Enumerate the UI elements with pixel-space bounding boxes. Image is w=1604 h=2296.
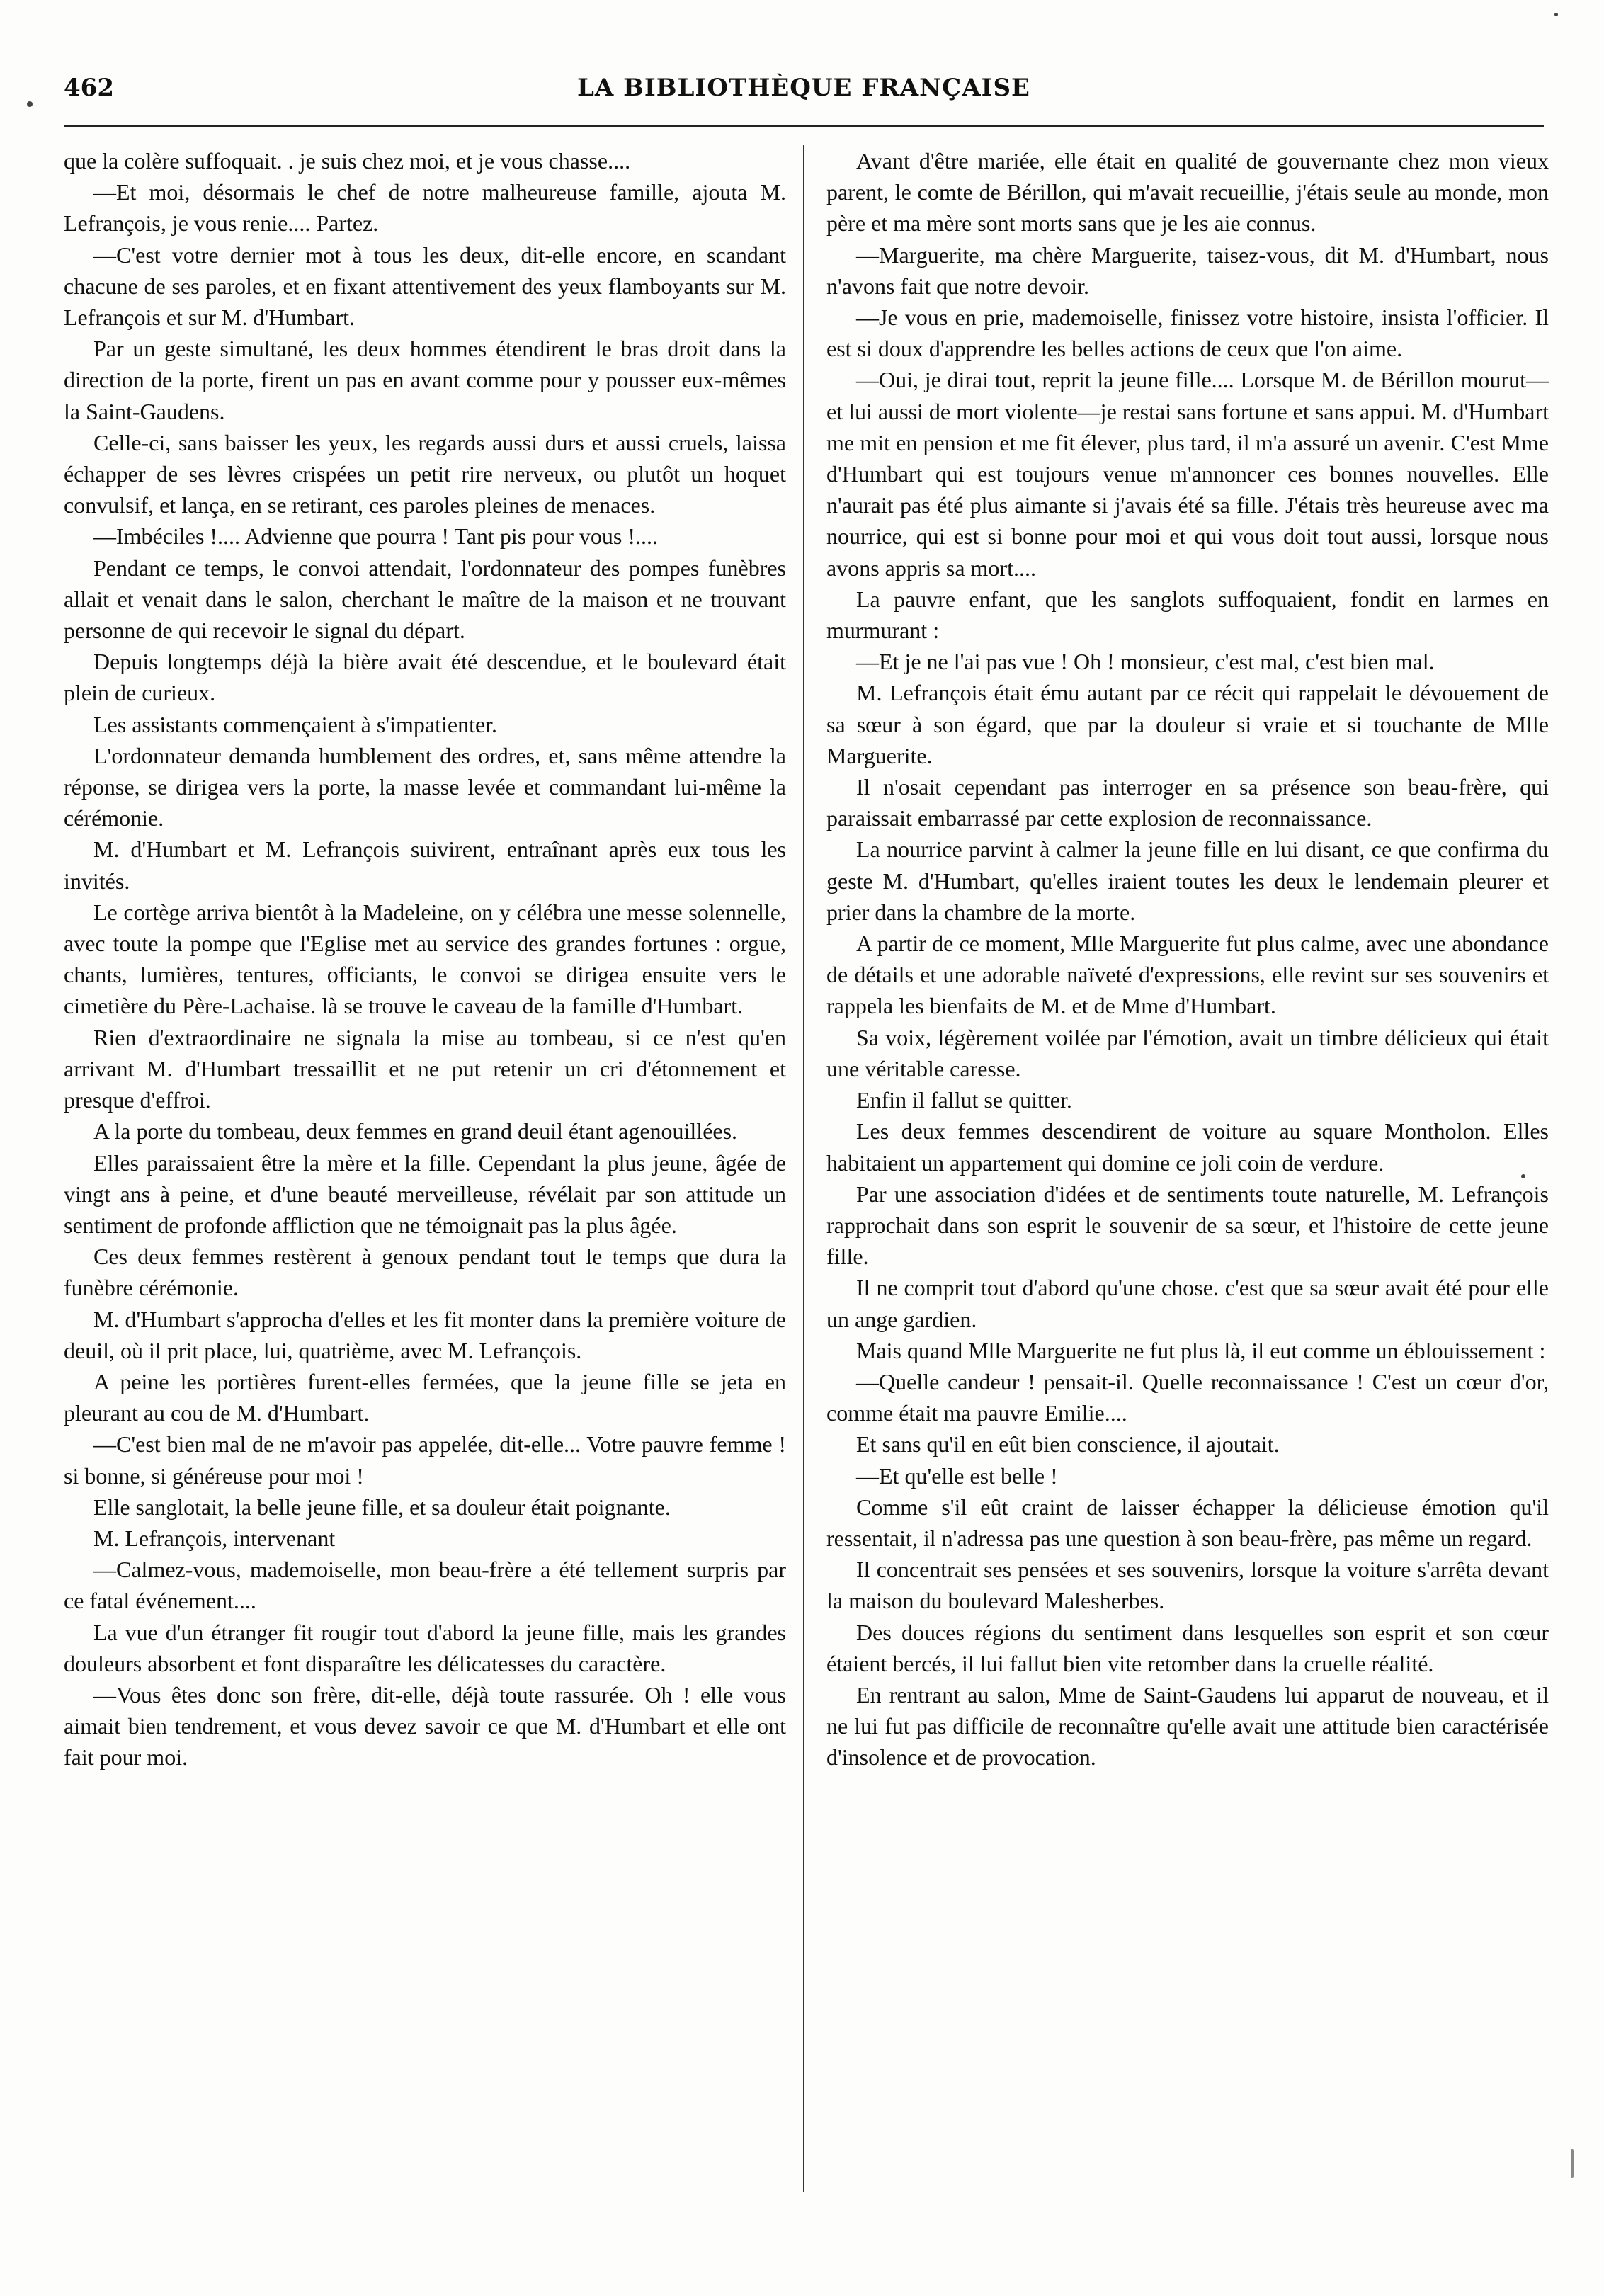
paragraph: —Imbéciles !.... Advienne que pourra ! Tant pis pour vous !....: [93, 523, 658, 550]
paragraph: Mais quand Mlle Marguerite ne fut plus là, il eut comme un éblouissement :: [856, 1337, 1546, 1363]
paragraph: Le cortège arriva bientôt à la Madeleine, on y célébra une messe solennelle, avec toute la pompe que l'Eglise met au service des grandes fortunes : orgue, chants, lumières, tentures, officiants, le convoi se dirigea ensuite vers le cimetière du Père-Lachaise. là se trouve le caveau de la famille d'Humbart.: [64, 899, 786, 1019]
paragraph: Rien d'extraordinaire ne signala la mise au tombeau, si ce n'est qu'en arrivant M. d'Humbart tressaillit et ne put retenir un cri d'étonnement et presque d'effroi.: [64, 1024, 786, 1113]
paragraph: A la porte du tombeau, deux femmes en grand deuil étant agenouillées.: [93, 1118, 738, 1144]
header-rule: [64, 125, 1544, 127]
paragraph: —Calmez-vous, mademoiselle, mon beau-frère a été tellement surpris par ce fatal événement....: [64, 1557, 786, 1614]
page-number: 462: [64, 74, 114, 102]
paragraph: —Et moi, désormais le chef de notre malheureuse famille, ajouta M. Lefrançois, je vous renie.... Partez.: [64, 179, 786, 237]
column-divider: [803, 145, 804, 2192]
paragraph: M. Lefrançois était ému autant par ce récit qui rappelait le dévouement de sa sœur à son égard, que par la douleur si vraie et si touchante de Mlle Marguerite.: [826, 680, 1549, 768]
paragraph: Des douces régions du sentiment dans lesquelles son esprit et son cœur étaient bercés, il lui fallut bien vite retomber dans la cruelle réalité.: [826, 1619, 1549, 1676]
paragraph: Celle-ci, sans baisser les yeux, les regards aussi durs et aussi cruels, laissa échapper de ses lèvres crispées un petit rire nerveux, ou plutôt un hoquet convulsif, et lança, en se retirant, ces paroles pleines de menaces.: [64, 429, 786, 518]
paragraph: —Je vous en prie, mademoiselle, finissez votre histoire, insista l'officier. Il est si doux d'apprendre les belles actions de ceux que l'on aime.: [826, 305, 1549, 362]
paragraph: —Quelle candeur ! pensait-il. Quelle reconnaissance ! C'est un cœur d'or, comme était ma pauvre Emilie....: [826, 1368, 1549, 1426]
paragraph: —C'est bien mal de ne m'avoir pas appelée, dit-elle... Votre pauvre femme ! si bonne, si généreuse pour moi !: [64, 1431, 786, 1489]
paragraph: Il concentrait ses pensées et ses souvenirs, lorsque la voiture s'arrêta devant la maison du boulevard Malesherbes.: [826, 1557, 1549, 1614]
paragraph: Les assistants commençaient à s'impatienter.: [93, 711, 498, 737]
paragraph: L'ordonnateur demanda humblement des ordres, et, sans même attendre la réponse, se dirigea vers la porte, la masse levée et commandant lui-même la cérémonie.: [64, 742, 786, 831]
paragraph: M. d'Humbart s'approcha d'elles et les fit monter dans la première voiture de deuil, où il prit place, lui, quatrième, avec M. Lefrançois.: [64, 1306, 786, 1363]
paragraph: A peine les portières furent-elles fermées, que la jeune fille se jeta en pleurant au cou de M. d'Humbart.: [64, 1368, 786, 1426]
paragraph: La vue d'un étranger fit rougir tout d'abord la jeune fille, mais les grandes douleurs absorbent et font disparaître les délicatesses du caractère.: [64, 1619, 786, 1676]
paragraph: Et sans qu'il en eût bien conscience, il ajoutait.: [856, 1431, 1280, 1457]
paragraph: Par un geste simultané, les deux hommes étendirent le bras droit dans la direction de la porte, firent un pas en avant comme pour y pousser eux-mêmes la Saint-Gaudens.: [64, 336, 786, 424]
page-header: [64, 68, 1544, 110]
paragraph: —Et je ne l'ai pas vue ! Oh ! monsieur, c'est mal, c'est bien mal.: [856, 649, 1435, 675]
paragraph: A partir de ce moment, Mlle Marguerite fut plus calme, avec une abondance de détails et une adorable naïveté d'expressions, elle revint sur ses souvenirs et rappela les bienfaits de M. et de Mme d'Humbart.: [826, 931, 1549, 1019]
paragraph: Par une association d'idées et de sentiments toute naturelle, M. Lefrançois rapprochait dans son esprit le souvenir de sa sœur, et l'histoire de cette jeune fille.: [826, 1181, 1549, 1270]
ink-speck: [1554, 13, 1558, 16]
paragraph: Elle sanglotait, la belle jeune fille, et sa douleur était poignante.: [93, 1494, 671, 1520]
left-text-column: [64, 145, 786, 2220]
paragraph: En rentrant au salon, Mme de Saint-Gaudens lui apparut de nouveau, et il ne lui fut pas difficile de reconnaître qu'elle avait une attitude bien caractérisée d'insolence et de provocation.: [826, 1681, 1549, 1771]
paragraph: Les deux femmes descendirent de voiture au square Montholon. Elles habitaient un appartement qui domine ce joli coin de verdure.: [826, 1118, 1549, 1176]
paragraph: M. d'Humbart et M. Lefrançois suivirent, entraînant après eux tous les invités.: [64, 836, 786, 894]
ink-speck: [27, 101, 33, 107]
paragraph: —C'est votre dernier mot à tous les deux, dit-elle encore, en scandant chacune de ses paroles, et en fixant attentivement des yeux flamboyants sur M. Lefrançois et sur M. d'Humbart.: [64, 241, 786, 331]
paragraph: La nourrice parvint à calmer la jeune fille en lui disant, ce que confirma du geste M. d'Humbart, qu'elles iraient toutes les deux le lendemain pleurer et prier dans la chambre de la morte.: [826, 836, 1549, 925]
ink-speck: [1521, 1174, 1525, 1178]
paragraph: Pendant ce temps, le convoi attendait, l'ordonnateur des pompes funèbres allait et venait dans le salon, cherchant le maître de la maison et ne trouvant personne de qui recevoir le signal du départ.: [64, 555, 786, 644]
paragraph: Enfin il fallut se quitter.: [856, 1087, 1072, 1113]
paragraph: —Vous êtes donc son frère, dit-elle, déjà toute rassurée. Oh ! elle vous aimait bien tendrement, et vous devez savoir ce que M. d'Humbart et elle ont fait pour moi.: [64, 1681, 786, 1771]
paragraph: Sa voix, légèrement voilée par l'émotion, avait un timbre délicieux qui était une véritable caresse.: [826, 1024, 1549, 1081]
paragraph: M. Lefrançois, intervenant: [93, 1525, 336, 1551]
paragraph: Il ne comprit tout d'abord qu'une chose. c'est que sa sœur avait été pour elle un ange gardien.: [826, 1275, 1549, 1332]
paragraph: —Oui, je dirai tout, reprit la jeune fille.... Lorsque M. de Bérillon mourut—et lui aussi de mort violente—je restai sans fortune et sans appui. M. d'Humbart me mit en pension et me fit élever, plus tard, il m'a assuré un avenir. C'est Mme d'Humbart qui est toujours venue m'annoncer ces bonnes nouvelles. Elle n'aurait pas été plus aimante si j'avais été sa fille. J'étais très heureuse avec ma nourrice, qui est si bonne pour moi et qui vous doit tout aussi, lorsque nous avons appris sa mort....: [826, 367, 1549, 581]
paragraph: Avant d'être mariée, elle était en qualité de gouvernante chez mon vieux parent, le comte de Bérillon, qui m'avait recueillie, j'étais seule au monde, mon père et ma mère sont morts sans que je les aie connus.: [826, 148, 1549, 237]
paragraph: Ces deux femmes restèrent à genoux pendant tout le temps que dura la funèbre cérémonie.: [64, 1244, 786, 1301]
paragraph: La pauvre enfant, que les sanglots suffoquaient, fondit en larmes en murmurant :: [826, 586, 1549, 644]
right-text-column: [826, 145, 1549, 2220]
paragraph: Depuis longtemps déjà la bière avait été descendue, et le boulevard était plein de curieux.: [64, 649, 786, 706]
paragraph: Comme s'il eût craint de laisser échapper la délicieuse émotion qu'il ressentait, il n'adressa pas une question à son beau-frère, pas même un regard.: [826, 1494, 1549, 1551]
ink-speck: [1571, 2149, 1574, 2178]
paragraph: Elles paraissaient être la mère et la fille. Cependant la plus jeune, âgée de vingt ans à peine, et d'une beauté merveilleuse, révélait par son attitude un sentiment de profonde affliction que ne témoignait pas la plus âgée.: [64, 1149, 786, 1238]
paragraph: Il n'osait cependant pas interroger en sa présence son beau-frère, qui paraissait embarrassé par cette explosion de reconnaissance.: [826, 774, 1549, 831]
journal-title: LA BIBLIOTHÈQUE FRANÇAISE: [577, 74, 1030, 102]
paragraph: que la colère suffoquait. . je suis chez moi, et je vous chasse....: [64, 148, 631, 174]
paragraph: —Et qu'elle est belle !: [856, 1462, 1058, 1489]
paragraph: —Marguerite, ma chère Marguerite, taisez-vous, dit M. d'Humbart, nous n'avons fait que notre devoir.: [826, 241, 1549, 299]
